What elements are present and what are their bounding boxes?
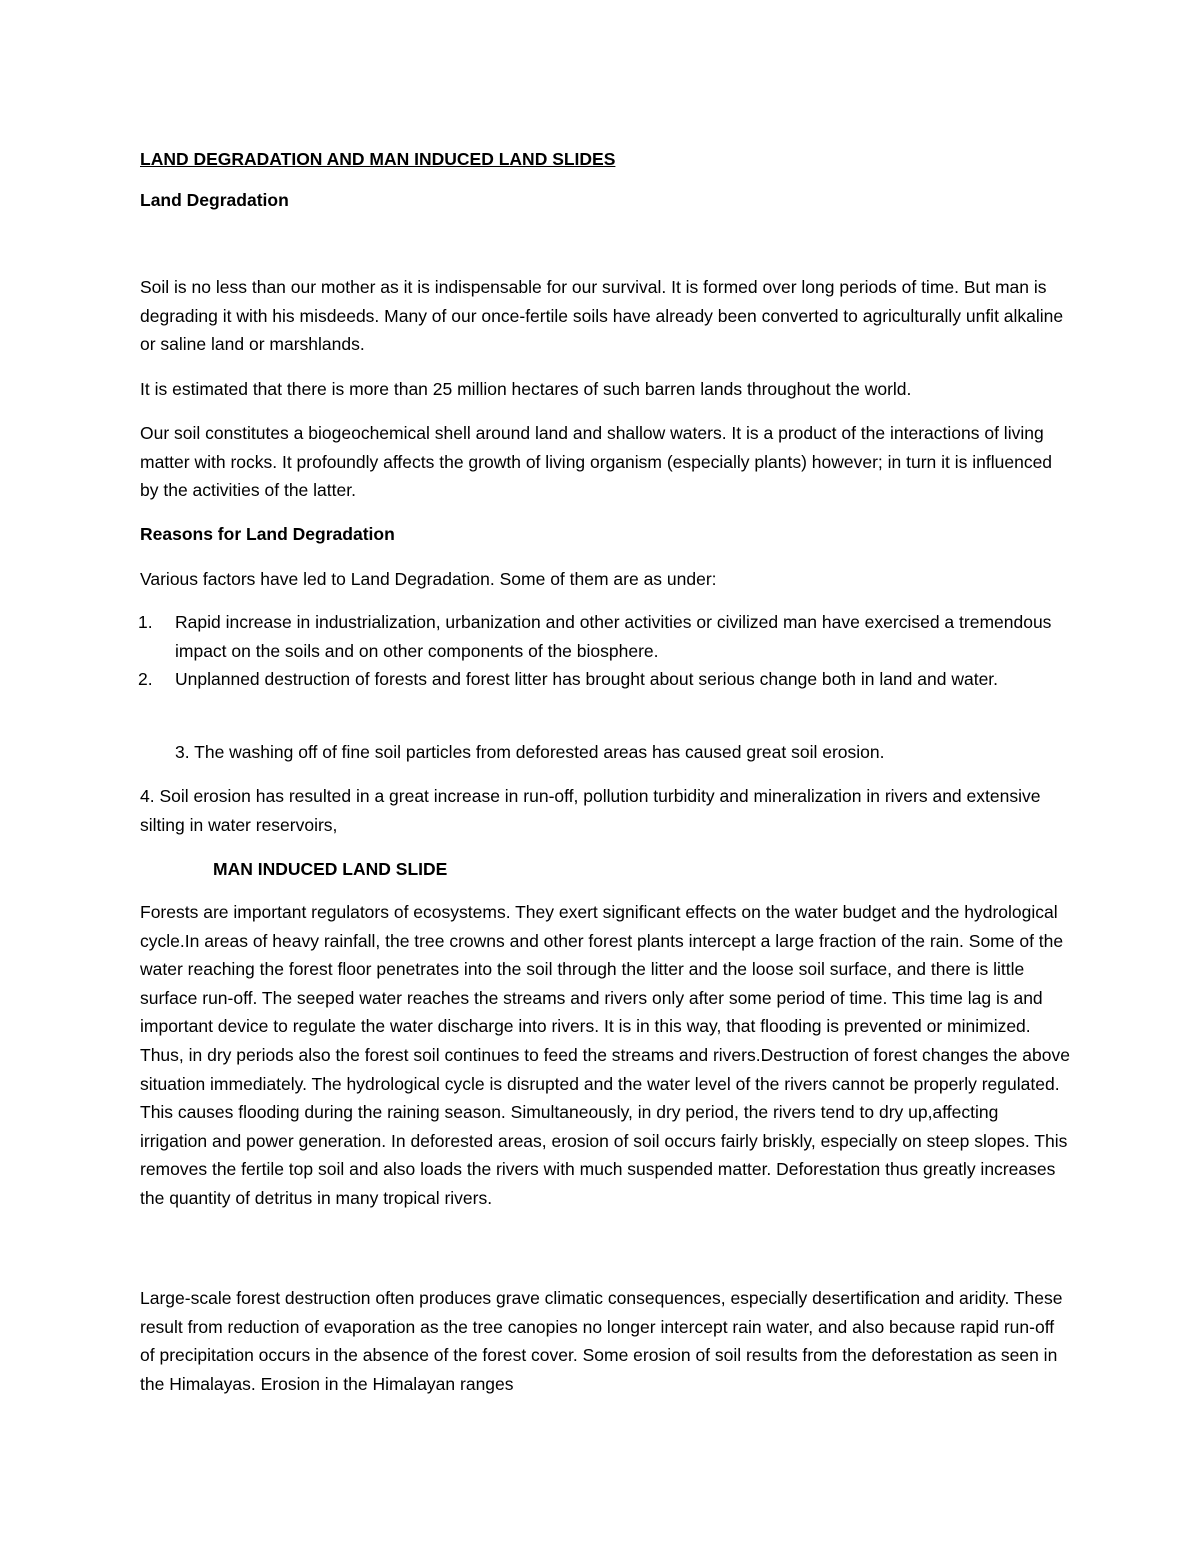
list-number: 2. (138, 669, 153, 689)
heading-land-degradation: Land Degradation (140, 190, 289, 210)
paragraph-soil-mother: Soil is no less than our mother as it is indispensable for our survival. It is formed over long periods of time. But man is degrading it with his misdeeds. Many of our once-fertile soils have already been converted to agriculturally unfit alkaline or saline land or marshlands. (140, 277, 1064, 355)
list-item (138, 665, 1070, 694)
paragraph-various-factors: Various factors have led to Land Degradation. Some of them are as under: (140, 569, 717, 589)
heading-reasons: Reasons for Land Degradation (140, 524, 395, 544)
paragraph-soil-shell: Our soil constitutes a biogeochemical shell around land and shallow waters. It is a product of the interactions of living matter with rocks. It profoundly affects the growth of living organism (especially plants) however; in turn it is influenced by the activities of the latter. (140, 423, 1053, 501)
paragraph-forests-regulators: Forests are important regulators of ecosystems. They exert significant effects on the water budget and the hydrological cycle.In areas of heavy rainfall, the tree crowns and other forest plants intercept a large fraction of the rain. Some of the water reaching the forest floor penetrates into the soil through the litter and the loose soil surface, and there is little surface run-off. The seeped water reaches the streams and rivers only after some period of time. This time lag is and important device to regulate the water discharge into rivers. It is in this way, that flooding is prevented or minimized. Thus, in dry periods also the forest soil continues to feed the streams and rivers.Destruction of forest changes the above situation immediately. The hydrological cycle is disrupted and the water level of the rivers cannot be properly regulated. This causes flooding during the raining season. Simultaneously, in dry period, the rivers tend to dry up,affecting irrigation and power generation. In deforested areas, erosion of soil occurs fairly briskly, especially on steep slopes. This removes the fertile top soil and also loads the rivers with much suspended matter. Deforestation thus greatly increases the quantity of detritus in many tropical rivers. (140, 902, 1070, 1208)
paragraph-forest-destruction: Large-scale forest destruction often produces grave climatic consequences, especially desertification and aridity. These result from reduction of evaporation as the tree canopies no longer intercept rain water, and also because rapid run-off of precipitation occurs in the absence of the forest cover. Some erosion of soil results from the deforestation as seen in the Himalayas. Erosion in the Himalayan ranges (140, 1288, 1063, 1394)
document-title: LAND DEGRADATION AND MAN INDUCED LAND SLIDES (140, 149, 616, 169)
list-text: Unplanned destruction of forests and forest litter has brought about serious change both in land and water. (175, 669, 999, 689)
list-text: Rapid increase in industrialization, urbanization and other activities or civilized man have exercised a tremendous impact on the soils and on other components of the biosphere. (175, 612, 1052, 661)
paragraph-barren-lands: It is estimated that there is more than 25 million hectares of such barren lands throughout the world. (140, 379, 912, 399)
list-number: 1. (138, 612, 153, 632)
list-item (138, 608, 1070, 665)
paragraph-item-4: 4. Soil erosion has resulted in a great increase in run-off, pollution turbidity and mineralization in rivers and extensive silting in water reservoirs, (140, 786, 1041, 835)
paragraph-item-3: 3. The washing off of fine soil particles from deforested areas has caused great soil erosion. (175, 742, 885, 762)
heading-man-induced-land-slide: MAN INDUCED LAND SLIDE (213, 859, 448, 879)
